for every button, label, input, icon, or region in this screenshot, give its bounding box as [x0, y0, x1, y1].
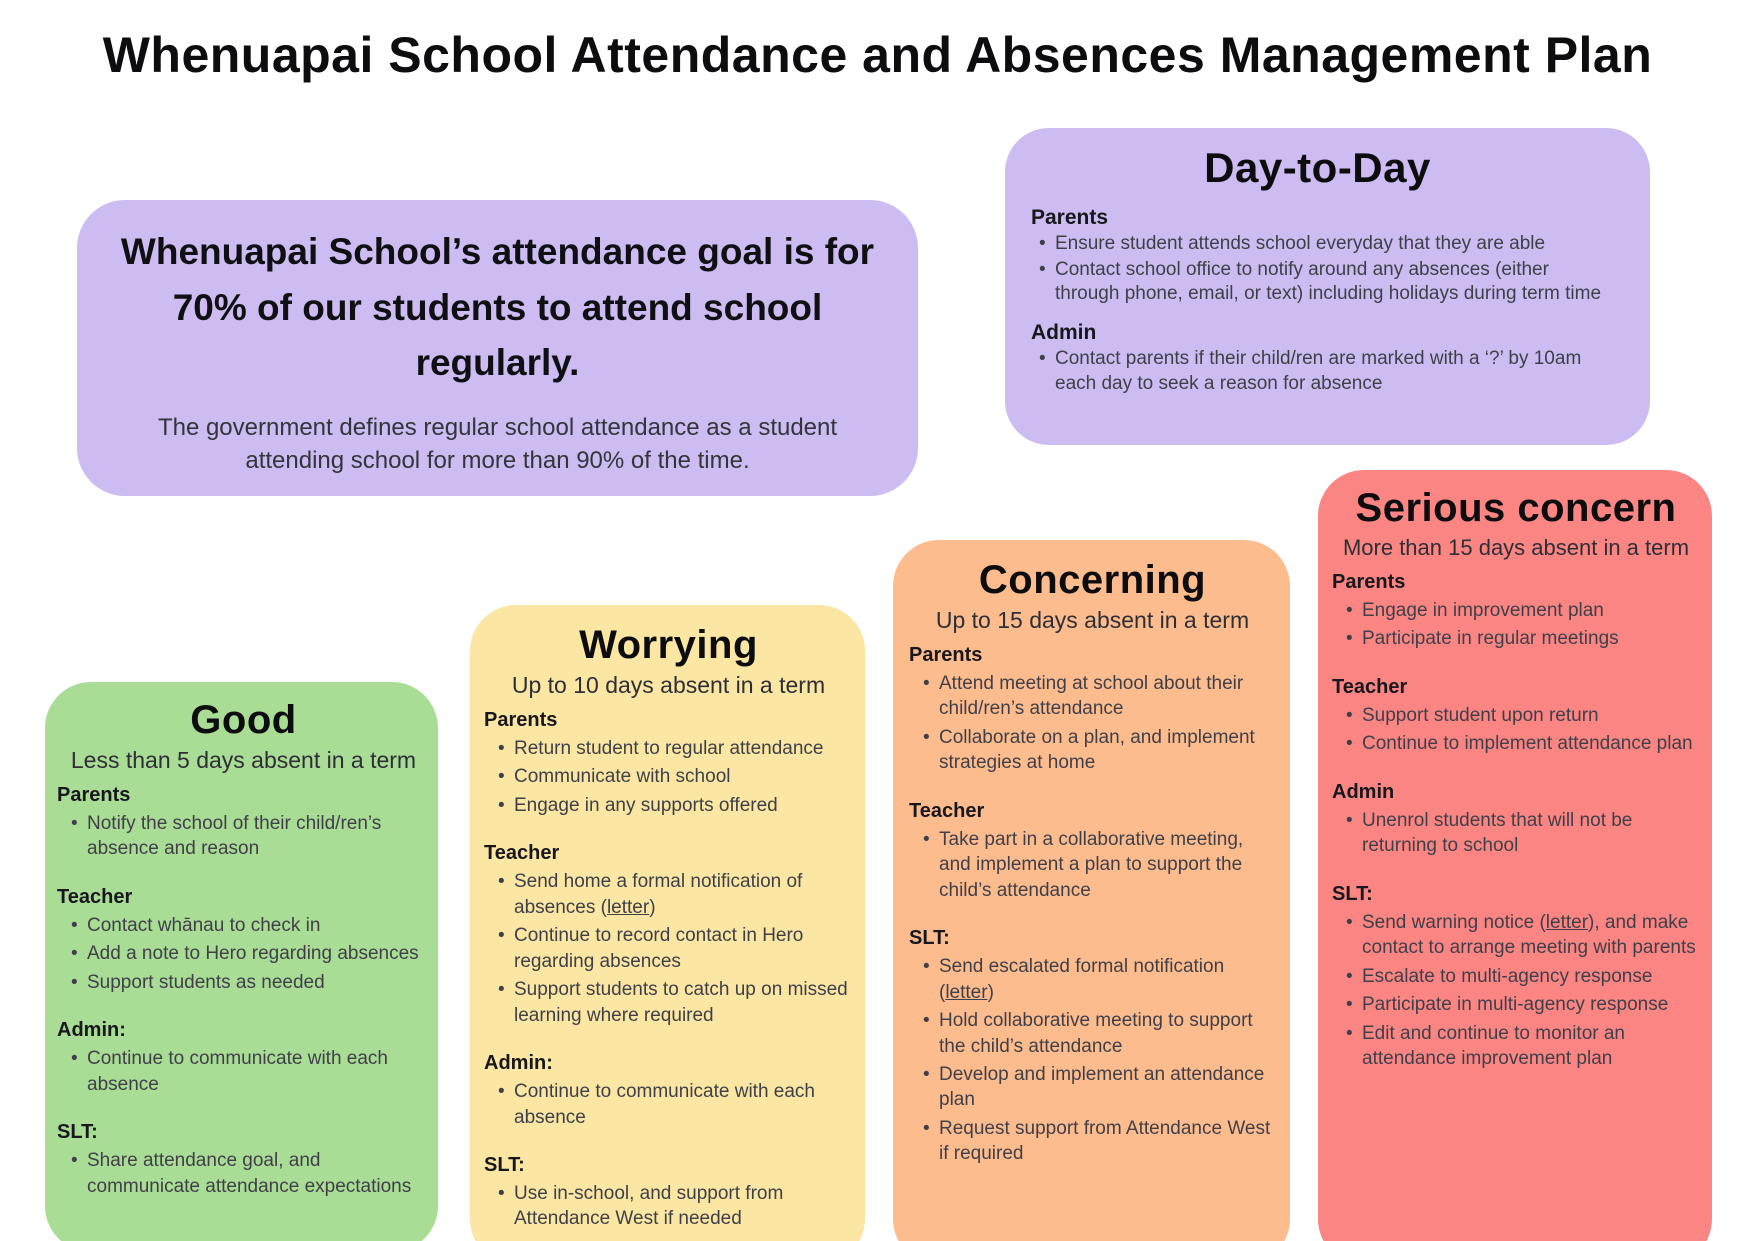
bullet-icon: • [1039, 233, 1046, 254]
bullet-text: Hold collaborative meeting to support the child’s attendance [939, 1010, 1253, 1057]
bullet-text: Participate in multi-agency response [1362, 994, 1669, 1016]
bullet-icon: • [71, 971, 78, 993]
bullet-item [1332, 992, 1700, 1017]
section-heading: Admin [1031, 321, 1097, 345]
bullet-item [1332, 731, 1700, 756]
bullet-item [484, 1181, 853, 1232]
bullet-icon: • [498, 979, 505, 1001]
bullet-icon: • [923, 1010, 930, 1032]
bullet-text: Ensure student attends school everyday that they are able [1055, 233, 1546, 254]
day-to-day-sections [1031, 206, 1604, 396]
bullet-icon: • [498, 1081, 505, 1103]
bullet-text: Return student to regular attendance [514, 738, 824, 759]
section-heading: Parents [484, 709, 558, 731]
bullet-icon: • [923, 1063, 930, 1085]
section-heading: SLT: [909, 927, 950, 950]
bullet-item [1031, 347, 1604, 396]
bullet-item [909, 1062, 1276, 1113]
bullet-icon: • [498, 794, 505, 816]
section-heading: Admin: [484, 1052, 553, 1075]
page-title: Whenuapai School Attendance and Absences Management Plan [102, 27, 1653, 83]
bullet-item [484, 923, 853, 974]
bullet-icon: • [71, 943, 78, 965]
bullet-item [1332, 964, 1700, 989]
bullet-icon: • [1346, 1022, 1353, 1044]
bullet-item [57, 1148, 430, 1199]
concerning-box [893, 540, 1290, 1241]
letter-link[interactable]: letter [1545, 911, 1589, 933]
bullet-text: Participate in regular meetings [1362, 628, 1619, 650]
bullet-icon: • [1346, 704, 1353, 726]
bullet-text: Attend meeting at school about their child/ren’s attendance [939, 673, 1244, 720]
bullet-icon: • [923, 726, 930, 748]
day-to-day-box [1005, 128, 1650, 445]
bullet-item [57, 1046, 430, 1097]
bullet-item [909, 671, 1276, 722]
bullet-text: Contact school office to notify around any absences (either through phone, email, or text) including holidays during term time [1055, 258, 1602, 305]
bullet-icon: • [498, 1182, 505, 1204]
section-heading: Teacher [1332, 675, 1408, 698]
section-heading: SLT: [57, 1121, 98, 1144]
bullet-text: Send warning notice (letter), and make contact to arrange meeting with parents [1362, 911, 1696, 959]
bullet-text: Continue to implement attendance plan [1362, 733, 1693, 755]
worrying-box [470, 605, 865, 1241]
letter-link[interactable]: letter [945, 981, 988, 1003]
goal-body: The government defines regular school attendance as a student attending school for more than 90% of the time. [157, 413, 838, 474]
bullet-item [57, 913, 430, 938]
bullet-item [1332, 808, 1700, 859]
bullet-item [57, 941, 430, 966]
bullet-text: Engage in any supports offered [514, 794, 778, 816]
bullet-icon: • [498, 766, 505, 788]
bullet-text: Communicate with school [514, 766, 731, 788]
bullet-icon: • [1039, 258, 1046, 280]
bullet-text: Use in-school, and support from Attendance West if needed [514, 1182, 784, 1230]
bullet-icon: • [923, 828, 930, 850]
concerning-subtitle: Up to 15 days absent in a term [935, 607, 1250, 633]
letter-link[interactable]: letter [606, 896, 650, 918]
section-heading: Parents [1031, 206, 1109, 229]
bullet-text: Support students as needed [87, 971, 325, 993]
bullet-icon: • [71, 813, 78, 834]
section-heading: Teacher [484, 842, 560, 865]
section-heading: SLT: [1332, 882, 1373, 905]
bullet-item [909, 1008, 1276, 1059]
bullet-icon: • [923, 1117, 930, 1139]
bullet-text: Request support from Attendance West if required [939, 1117, 1271, 1165]
bullet-icon: • [498, 871, 505, 893]
bullet-item [484, 793, 853, 818]
serious-concern-title: Serious concern [1355, 486, 1677, 530]
section-heading: Teacher [57, 885, 133, 908]
bullet-item [909, 725, 1276, 776]
good-box [45, 682, 438, 1241]
bullet-text: Send home a formal notification of absences (letter) [514, 871, 803, 918]
bullet-icon: • [1346, 628, 1353, 650]
bullet-text: Support student upon return [1362, 704, 1599, 726]
bullet-item [484, 869, 853, 920]
bullet-item [1031, 232, 1604, 257]
bullet-text: Engage in improvement plan [1362, 600, 1604, 621]
bullet-text: Continue to communicate with each absence [514, 1081, 815, 1128]
bullet-text: Add a note to Hero regarding absences [87, 943, 419, 965]
bullet-text: Share attendance goal, and communicate attendance expectations [87, 1150, 412, 1197]
worrying-sections [484, 709, 853, 1232]
bullet-item [57, 970, 430, 995]
bullet-icon: • [923, 673, 930, 694]
bullet-text: Contact whānau to check in [87, 914, 321, 936]
good-subtitle: Less than 5 days absent in a term [70, 747, 417, 773]
section-heading: Parents [909, 644, 983, 666]
bullet-item [57, 811, 430, 862]
bullet-item [909, 827, 1276, 903]
bullet-icon: • [71, 914, 78, 936]
worrying-subtitle: Up to 10 days absent in a term [511, 672, 826, 698]
bullet-icon: • [1346, 809, 1353, 831]
bullet-item [1332, 910, 1700, 961]
bullet-icon: • [1346, 600, 1353, 621]
section-heading: SLT: [484, 1153, 525, 1176]
section-heading: Admin [1332, 780, 1395, 803]
bullet-item [1332, 703, 1700, 728]
good-sections [57, 784, 430, 1199]
bullet-text: Contact parents if their child/ren are marked with a ‘?’ by 10am each day to seek a reason for absence [1055, 348, 1582, 394]
bullet-text: Unenrol students that will not be returning to school [1362, 809, 1633, 857]
bullet-item [484, 1079, 853, 1130]
bullet-icon: • [71, 1048, 78, 1070]
bullet-icon: • [1346, 994, 1353, 1016]
serious-concern-sections [1332, 571, 1700, 1071]
good-title: Good [190, 698, 297, 742]
serious-concern-box [1318, 470, 1712, 1241]
bullet-item [1332, 598, 1700, 623]
bullet-item [1332, 626, 1700, 651]
bullet-text: Edit and continue to monitor an attendance improvement plan [1362, 1022, 1626, 1069]
bullet-item [909, 1116, 1276, 1167]
bullet-icon: • [1346, 733, 1353, 755]
attendance-goal-box [77, 200, 918, 496]
bullet-text: Send escalated formal notification (letter) [939, 956, 1225, 1003]
bullet-text: Escalate to multi-agency response [1362, 965, 1653, 987]
bullet-icon: • [1346, 911, 1353, 933]
section-heading: Teacher [909, 799, 985, 822]
bullet-icon: • [71, 1150, 78, 1172]
bullet-text: Continue to communicate with each absence [87, 1048, 388, 1095]
bullet-text: Collaborate on a plan, and implement strategies at home [939, 726, 1255, 774]
bullet-icon: • [1346, 965, 1353, 987]
worrying-title: Worrying [579, 623, 758, 667]
bullet-item [1332, 1021, 1700, 1072]
bullet-item [484, 764, 853, 789]
bullet-item [909, 954, 1276, 1005]
bullet-text: Continue to record contact in Hero regarding absences [514, 925, 804, 972]
bullet-icon: • [498, 925, 505, 947]
bullet-icon: • [1039, 348, 1046, 370]
bullet-item [484, 977, 853, 1028]
section-heading: Admin: [57, 1019, 126, 1042]
section-heading: Parents [1332, 571, 1406, 593]
bullet-text: Notify the school of their child/ren’s absence and reason [87, 813, 382, 860]
day-to-day-title: Day-to-Day [1204, 144, 1431, 191]
bullet-icon: • [498, 738, 505, 759]
bullet-text: Develop and implement an attendance plan [939, 1063, 1265, 1111]
goal-heading: Whenuapai School’s attendance goal is for 70% of our students to attend school regularly. [120, 231, 875, 383]
concerning-sections [909, 644, 1276, 1167]
serious-concern-subtitle: More than 15 days absent in a term [1342, 535, 1690, 560]
bullet-icon: • [923, 956, 930, 978]
section-heading: Parents [57, 784, 131, 806]
bullet-item [1031, 258, 1604, 307]
concerning-title: Concerning [978, 558, 1207, 602]
bullet-item [484, 736, 853, 761]
bullet-text: Support students to catch up on missed learning where required [514, 979, 848, 1026]
bullet-text: Take part in a collaborative meeting, and implement a plan to support the child’s attendance [939, 828, 1244, 901]
